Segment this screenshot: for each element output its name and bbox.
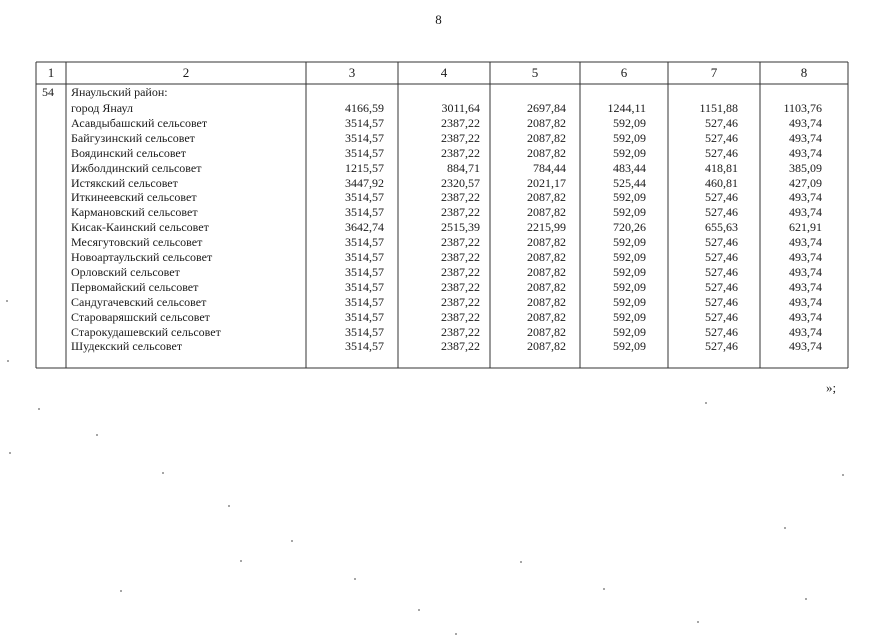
- value-col-6: 525,44: [613, 175, 646, 190]
- value-col-6: 592,09: [613, 250, 646, 264]
- value-col-4: 2387,22: [441, 339, 480, 354]
- value-col-6: 592,09: [613, 190, 646, 205]
- value-col-3: 3514,57: [345, 115, 384, 130]
- value-col-6: 1244,11: [607, 101, 646, 115]
- value-col-6: 592,09: [613, 264, 646, 279]
- value-col-3: 3514,57: [345, 145, 384, 160]
- page-number: 8: [435, 12, 442, 27]
- scan-speck: [240, 560, 242, 562]
- value-col-7: 418,81: [705, 160, 738, 175]
- scan-speck: [697, 621, 699, 623]
- value-col-5: 2021,17: [527, 175, 566, 190]
- scan-speck: [96, 434, 98, 436]
- value-col-8: 493,74: [789, 294, 822, 309]
- value-col-5: 2087,82: [527, 279, 566, 294]
- value-col-4: 2387,22: [441, 294, 480, 309]
- value-col-4: 2387,22: [441, 145, 480, 160]
- settlement-name: Истякский сельсовет: [71, 175, 178, 190]
- value-col-8: 493,74: [789, 309, 822, 324]
- value-col-4: 2387,22: [441, 235, 480, 250]
- value-col-6: 592,09: [613, 130, 646, 145]
- value-col-5: 2087,82: [527, 339, 566, 354]
- value-col-3: 4166,59: [345, 101, 384, 115]
- value-col-7: 527,46: [705, 294, 738, 309]
- value-col-8: 385,09: [789, 160, 822, 175]
- column-header-6: 6: [620, 65, 628, 80]
- scan-speck: [162, 472, 164, 474]
- scan-speck: [842, 474, 844, 476]
- settlement-name: Воядинский сельсовет: [71, 145, 186, 160]
- closing-mark: »;: [826, 380, 837, 395]
- value-col-3: 3514,57: [345, 339, 384, 354]
- scan-speck: [291, 540, 293, 542]
- column-header-7: 7: [710, 65, 718, 80]
- value-col-5: 2697,84: [527, 101, 566, 115]
- settlement-name: Старокудашевский сельсовет: [71, 324, 221, 339]
- scan-speck: [7, 360, 9, 362]
- value-col-3: 3642,74: [345, 220, 384, 235]
- value-col-4: 2515,39: [441, 220, 480, 235]
- value-col-8: 1103,76: [783, 101, 822, 115]
- value-col-8: 493,74: [789, 235, 822, 250]
- value-col-7: 527,46: [705, 235, 738, 250]
- value-col-7: 527,46: [705, 190, 738, 205]
- value-col-6: 592,09: [613, 309, 646, 324]
- value-col-5: 2087,82: [527, 309, 566, 324]
- settlement-name: Староваряшский сельсовет: [71, 309, 210, 324]
- column-header-2: 2: [182, 65, 190, 80]
- settlement-name: Байгузинский сельсовет: [71, 130, 195, 145]
- row-number: 54: [42, 85, 54, 99]
- value-col-3: 3514,57: [345, 309, 384, 324]
- value-col-5: 2087,82: [527, 190, 566, 205]
- value-col-4: 884,71: [447, 160, 480, 175]
- value-col-3: 1215,57: [345, 160, 384, 175]
- value-col-4: 2387,22: [441, 279, 480, 294]
- value-col-7: 527,46: [705, 250, 738, 264]
- scan-speck: [354, 578, 356, 580]
- value-col-3: 3514,57: [345, 324, 384, 339]
- value-col-5: 2087,82: [527, 145, 566, 160]
- value-col-6: 483,44: [613, 160, 646, 175]
- value-col-5: 2087,82: [527, 115, 566, 130]
- value-col-3: 3514,57: [345, 205, 384, 220]
- value-col-8: 493,74: [789, 250, 822, 264]
- settlement-name: Сандугачевский сельсовет: [71, 294, 207, 309]
- settlement-name: Ижболдинский сельсовет: [71, 160, 202, 175]
- value-col-4: 2320,57: [441, 175, 480, 190]
- value-col-8: 493,74: [789, 264, 822, 279]
- column-header-3: 3: [348, 65, 356, 80]
- value-col-7: 527,46: [705, 130, 738, 145]
- scan-speck: [520, 561, 522, 563]
- value-col-6: 592,09: [613, 235, 646, 250]
- value-col-3: 3514,57: [345, 264, 384, 279]
- value-col-6: 592,09: [613, 205, 646, 220]
- value-col-8: 493,74: [789, 190, 822, 205]
- value-col-5: 2087,82: [527, 250, 566, 264]
- value-col-8: 493,74: [789, 130, 822, 145]
- value-col-7: 527,46: [705, 339, 738, 354]
- value-col-4: 2387,22: [441, 130, 480, 145]
- value-col-3: 3514,57: [345, 250, 384, 264]
- column-header-5: 5: [531, 65, 539, 80]
- value-col-7: 527,46: [705, 324, 738, 339]
- scan-speck: [805, 598, 807, 600]
- scan-speck: [9, 452, 11, 454]
- scan-speck: [6, 300, 8, 302]
- settlement-name: Месягутовский сельсовет: [71, 235, 203, 250]
- value-col-7: 1151,88: [699, 101, 738, 115]
- value-col-7: 527,46: [705, 145, 738, 160]
- value-col-5: 2087,82: [527, 294, 566, 309]
- value-col-3: 3514,57: [345, 235, 384, 250]
- scan-speck: [603, 588, 605, 590]
- value-col-8: 493,74: [789, 324, 822, 339]
- value-col-5: 2087,82: [527, 264, 566, 279]
- value-col-7: 527,46: [705, 205, 738, 220]
- value-col-3: 3514,57: [345, 294, 384, 309]
- value-col-8: 493,74: [789, 205, 822, 220]
- value-col-7: 527,46: [705, 264, 738, 279]
- value-col-6: 592,09: [613, 145, 646, 160]
- value-col-5: 784,44: [533, 160, 566, 175]
- scan-speck: [418, 609, 420, 611]
- value-col-7: 527,46: [705, 279, 738, 294]
- value-col-6: 592,09: [613, 294, 646, 309]
- value-col-8: 493,74: [789, 145, 822, 160]
- value-col-5: 2087,82: [527, 130, 566, 145]
- settlement-name: город Янаул: [71, 101, 133, 115]
- settlement-name: Новоартаульский сельсовет: [71, 250, 213, 264]
- district-label: Янаульский район:: [71, 85, 168, 99]
- scan-speck: [784, 527, 786, 529]
- value-col-4: 2387,22: [441, 205, 480, 220]
- value-col-6: 592,09: [613, 339, 646, 354]
- scan-speck: [455, 633, 457, 635]
- column-header-1: 1: [47, 65, 55, 80]
- column-header-8: 8: [800, 65, 808, 80]
- value-col-3: 3514,57: [345, 190, 384, 205]
- value-col-5: 2215,99: [527, 220, 566, 235]
- value-col-7: 527,46: [705, 115, 738, 130]
- value-col-4: 2387,22: [441, 309, 480, 324]
- settlement-name: Асавдыбашский сельсовет: [71, 115, 208, 130]
- settlement-name: Кисак-Каинский сельсовет: [71, 220, 209, 235]
- value-col-4: 2387,22: [441, 115, 480, 130]
- scan-speck: [38, 408, 40, 410]
- settlement-name: Первомайский сельсовет: [71, 279, 199, 294]
- value-col-6: 592,09: [613, 279, 646, 294]
- value-col-3: 3447,92: [345, 175, 384, 190]
- value-col-7: 527,46: [705, 309, 738, 324]
- value-col-8: 427,09: [789, 175, 822, 190]
- scan-speck: [705, 402, 707, 404]
- value-col-7: 460,81: [705, 175, 738, 190]
- value-col-4: 2387,22: [441, 250, 480, 264]
- value-col-3: 3514,57: [345, 279, 384, 294]
- settlement-name: Шудекский сельсовет: [71, 339, 183, 354]
- value-col-5: 2087,82: [527, 235, 566, 250]
- scan-speck: [120, 590, 122, 592]
- settlement-name: Орловский сельсовет: [71, 264, 180, 279]
- value-col-7: 655,63: [705, 220, 738, 235]
- value-col-6: 592,09: [613, 115, 646, 130]
- value-col-4: 2387,22: [441, 190, 480, 205]
- scan-speck: [228, 505, 230, 507]
- value-col-4: 3011,64: [441, 101, 480, 115]
- value-col-6: 592,09: [613, 324, 646, 339]
- value-col-5: 2087,82: [527, 205, 566, 220]
- value-col-5: 2087,82: [527, 324, 566, 339]
- value-col-8: 493,74: [789, 115, 822, 130]
- value-col-8: 493,74: [789, 339, 822, 354]
- value-col-8: 621,91: [789, 220, 822, 235]
- column-header-4: 4: [440, 65, 448, 80]
- value-col-6: 720,26: [613, 220, 646, 235]
- settlement-name: Иткинеевский сельсовет: [71, 190, 197, 205]
- value-col-4: 2387,22: [441, 264, 480, 279]
- value-col-8: 493,74: [789, 279, 822, 294]
- value-col-4: 2387,22: [441, 324, 480, 339]
- value-col-3: 3514,57: [345, 130, 384, 145]
- settlement-name: Кармановский сельсовет: [71, 205, 198, 220]
